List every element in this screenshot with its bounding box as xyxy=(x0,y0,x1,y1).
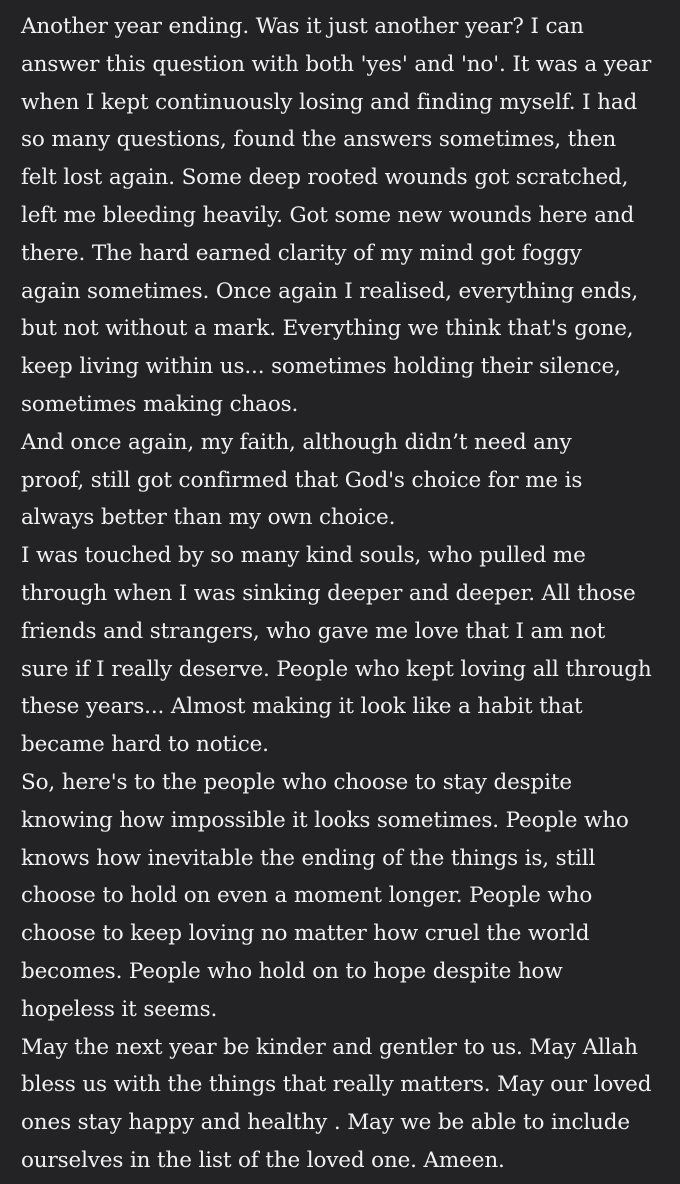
text-line: hopeless it seems. xyxy=(21,996,218,1022)
text-line: sometimes making chaos. xyxy=(21,391,299,417)
text-line: And once again, my faith, although didn’t need any xyxy=(21,429,572,455)
text-line: there. The hard earned clarity of my mind got foggy xyxy=(21,240,582,266)
text-line: friends and strangers, who gave me love that I am not xyxy=(21,618,606,644)
text-line: becomes. People who hold on to hope despite how xyxy=(21,958,563,984)
text-line: through when I was sinking deeper and deeper. All those xyxy=(21,580,636,606)
text-line: Another year ending. Was it just another year? I can xyxy=(21,14,584,39)
text-line: choose to hold on even a moment longer. People who xyxy=(21,883,593,909)
text-line: proof, still got confirmed that God's choice for me is xyxy=(21,467,583,493)
text-line: sure if I really deserve. People who kept loving all through xyxy=(21,656,652,682)
text-line: So, here's to the people who choose to stay despite xyxy=(21,769,572,795)
text-line: I was touched by so many kind souls, who pulled me xyxy=(21,543,586,569)
text-line: felt lost again. Some deep rooted wounds got scratched, xyxy=(21,165,629,191)
text-line: always better than my own choice. xyxy=(21,505,396,531)
text-line: became hard to notice. xyxy=(21,732,269,758)
text-line: ones stay happy and healthy . May we be able to include xyxy=(21,1110,630,1136)
text-line: but not without a mark. Everything we think that's gone, xyxy=(21,316,634,342)
text-line: ourselves in the list of the loved one. Ameen. xyxy=(21,1147,505,1173)
text-line: so many questions, found the answers sometimes, then xyxy=(21,127,617,153)
text-line: answer this question with both 'yes' and 'no'. It was a year xyxy=(21,51,652,77)
text-line: these years... Almost making it look like a habit that xyxy=(21,694,583,720)
text-line: again sometimes. Once again I realised, everything ends, xyxy=(21,278,639,304)
text-line: bless us with the things that really matters. May our loved xyxy=(21,1072,652,1098)
text-line: left me bleeding heavily. Got some new wounds here and xyxy=(21,202,635,228)
text-line: keep living within us... sometimes holding their silence, xyxy=(21,354,621,380)
note-text-body xyxy=(21,8,670,1180)
text-line: knows how inevitable the ending of the things is, still xyxy=(21,845,596,871)
text-line: May the next year be kinder and gentler to us. May Allah xyxy=(21,1034,638,1060)
text-line: knowing how impossible it looks sometimes. People who xyxy=(21,807,629,833)
text-line: when I kept continuously losing and finding myself. I had xyxy=(21,89,638,115)
text-line: choose to keep loving no matter how cruel the world xyxy=(21,921,590,947)
